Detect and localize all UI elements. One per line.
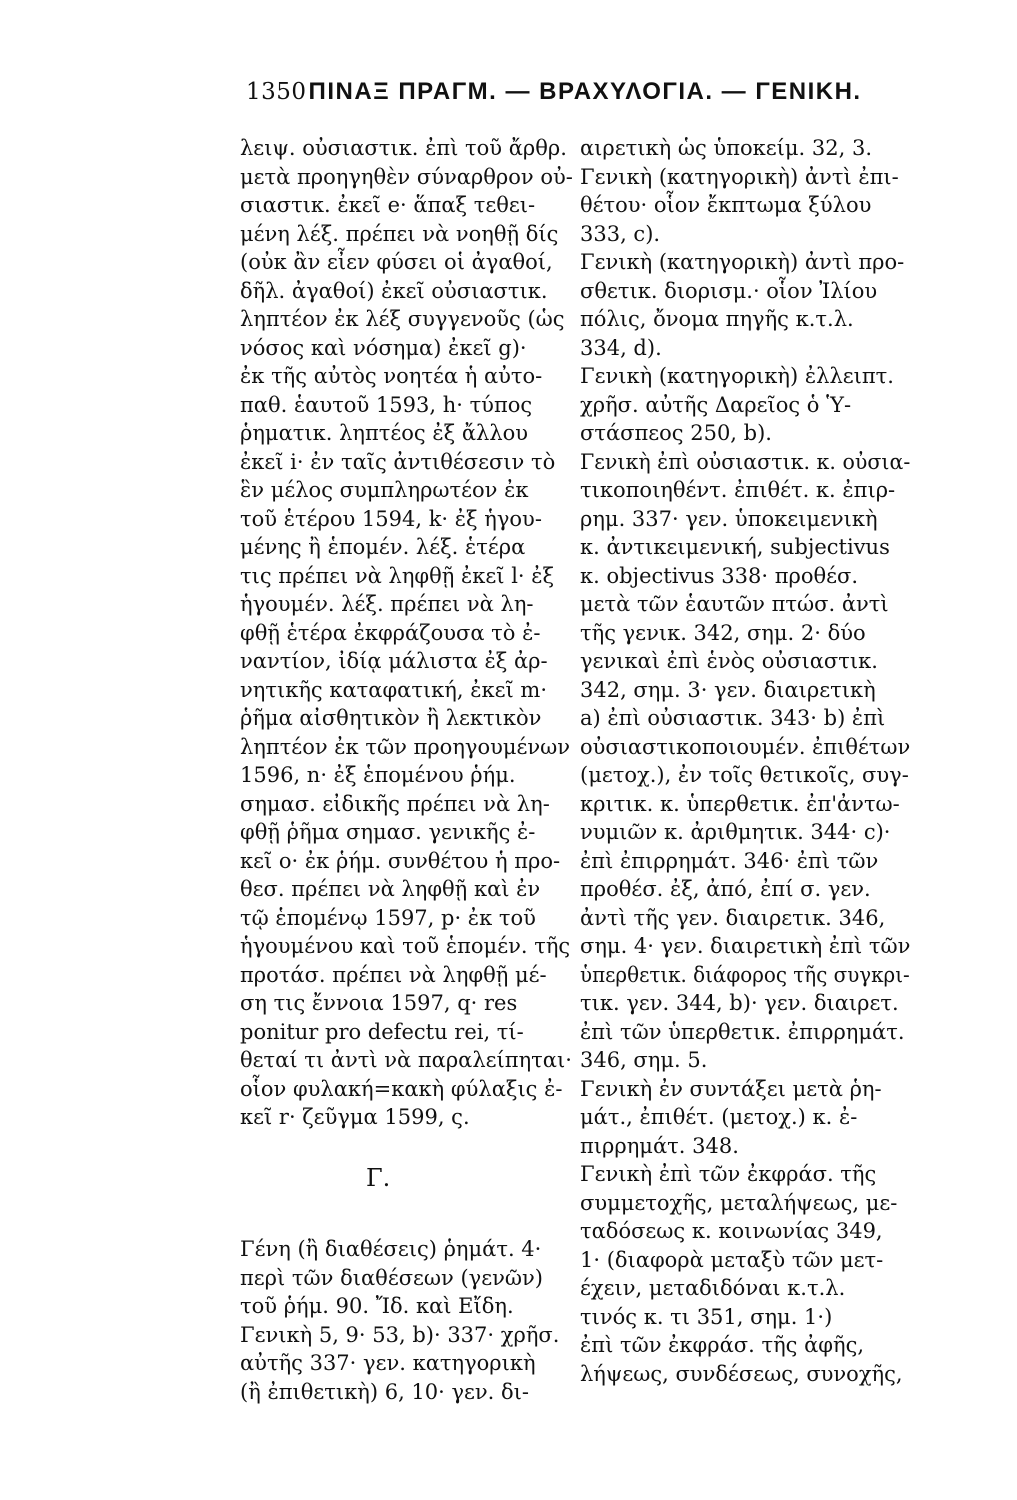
text-line: αὐτῆς 337· γεν. κατηγορικὴ — [240, 1351, 536, 1375]
text-line: σημασ. εἰδικῆς πρέπει νὰ λη- — [240, 791, 550, 816]
text-line: παθ. ἑαυτοῦ 1593, h· τύπος — [240, 392, 533, 417]
text-line: μετὰ προηγηθὲν σύναρθρον οὐ- — [240, 164, 573, 189]
text-line: ἐκεῖ i· ἐν ταῖς ἀντιθέσεσιν τὸ — [240, 449, 556, 474]
text-line: λειψ. οὐσιαστικ. ἐπὶ τοῦ ἄρθρ. — [240, 136, 567, 160]
text-line: κριτικ. κ. ὑπερθετικ. ἐπ'ἀντω- — [580, 791, 900, 816]
text-line: 1· (διαφορὰ μεταξὺ τῶν μετ- — [580, 1247, 884, 1272]
text-line: 1596, n· ἐξ ἑπομένου ῥήμ. — [240, 763, 516, 787]
left-column — [240, 134, 580, 1132]
text-line: νητικῆς καταφατική, ἐκεῖ m· — [240, 677, 548, 702]
section-letter: Γ. — [366, 1164, 391, 1192]
text-line: κεῖ o· ἐκ ῥήμ. συνθέτου ἡ προ- — [240, 848, 561, 873]
text-line: πόλις, ὄνομα πηγῆς κ.τ.λ. — [580, 307, 854, 331]
text-line: τικ. γεν. 344, b)· γεν. διαιρετ. — [580, 991, 899, 1015]
text-line: ἓν μέλος συμπληρωτέον ἐκ — [240, 478, 529, 502]
text-line: κ. objectivus 338· προθέσ. — [580, 563, 859, 588]
page-header — [246, 78, 886, 118]
text-line: περὶ τῶν διαθέσεων (γενῶν) — [240, 1265, 543, 1290]
text-line: τικοποιηθέντ. ἐπιθέτ. κ. ἐπιρ- — [580, 478, 896, 502]
text-line: χρῆσ. αὐτῆς Δαρεῖος ὁ Ὑ- — [580, 392, 852, 417]
text-line: κ. ἀντικειμενική, subjectivus — [580, 535, 890, 559]
text-line: Γενικὴ ἐν συντάξει μετὰ ῥη- — [580, 1076, 882, 1101]
left-column-continued — [240, 1235, 580, 1406]
text-line: δῆλ. ἀγαθοί) ἐκεῖ οὐσιαστικ. — [240, 278, 548, 303]
text-line: γενικαὶ ἐπὶ ἑνὸς οὐσιαστικ. — [580, 649, 878, 673]
text-line: ἡγουμέν. λέξ. πρέπει νὰ λη- — [240, 592, 534, 616]
running-title: ΠΙΝΑΞ ΠΡΑΓΜ. — ΒΡΑΧΥΛΟΓΙΑ. — ΓΕΝΙΚΗ. — [308, 78, 862, 105]
text-line: συμμετοχῆς, μεταλήψεως, με- — [580, 1190, 898, 1215]
text-line: θεταί τι ἀντὶ νὰ παραλείπηται· — [240, 1048, 572, 1072]
text-line: ληπτέον ἐκ τῶν προηγουμένων — [240, 734, 571, 759]
text-line: τις πρέπει νὰ ληφθῇ ἐκεῖ l· ἐξ — [240, 563, 555, 588]
text-line: Γενικὴ (κατηγορικὴ) ἀντὶ προ- — [580, 250, 905, 274]
text-line: Γενικὴ 5, 9· 53, b)· 337· χρῆσ. — [240, 1322, 560, 1347]
text-line: αιρετικὴ ὡς ὑποκείμ. 32, 3. — [580, 136, 872, 160]
text-line: θέτου· οἷον ἔκπτωμα ξύλου — [580, 193, 872, 217]
text-line: ἡγουμένου καὶ τοῦ ἑπομέν. τῆς — [240, 934, 571, 958]
text-line: ναντίον, ἰδίᾳ μάλιστα ἐξ ἀρ- — [240, 649, 548, 673]
text-line: ληπτέον ἐκ λέξ συγγενοῦς (ὡς — [240, 307, 565, 331]
page-number: 1350 — [246, 79, 307, 105]
text-line: προτάσ. πρέπει νὰ ληφθῇ μέ- — [240, 962, 547, 987]
text-line: προθέσ. ἐξ, ἀπό, ἐπί σ. γεν. — [580, 877, 871, 901]
text-line: ταδόσεως κ. κοινωνίας 349, — [580, 1219, 883, 1243]
text-line: κεῖ r· ζεῦγμα 1599, ς. — [240, 1105, 470, 1129]
text-line: σθετικ. διορισμ.· οἷον Ἰλίου — [580, 278, 878, 303]
text-line: νόσος καὶ νόσημα) ἐκεῖ g)· — [240, 335, 527, 360]
text-line: λήψεως, συνδέσεως, συνοχῆς, — [580, 1361, 903, 1386]
text-line: ἐπὶ τῶν ὑπερθετικ. ἐπιρρημάτ. — [580, 1019, 905, 1044]
text-line: ρημ. 337· γεν. ὑποκειμενικὴ — [580, 506, 878, 531]
text-line: σημ. 4· γεν. διαιρετικὴ ἐπὶ τῶν — [580, 934, 911, 958]
text-line: 333, c). — [580, 221, 661, 246]
text-line: μετὰ τῶν ἑαυτῶν πτώσ. ἀντὶ — [580, 592, 889, 616]
text-line: οὐσιαστικοποιουμέν. ἐπιθέτων — [580, 734, 911, 759]
text-line: φθῇ ῥῆμα σημασ. γενικῆς ἐ- — [240, 820, 536, 844]
text-line: a) ἐπὶ οὐσιαστικ. 343· b) ἐπὶ — [580, 706, 886, 730]
text-line: ῥῆμα αἰσθητικὸν ἢ λεκτικὸν — [240, 706, 542, 730]
text-line: Γενικὴ ἐπὶ τῶν ἐκφράσ. τῆς — [580, 1162, 877, 1186]
text-line: τινός κ. τι 351, σημ. 1·) — [580, 1304, 833, 1329]
text-line: τῆς γενικ. 342, σημ. 2· δύο — [580, 620, 866, 645]
text-line: μένης ἢ ἑπομέν. λέξ. ἑτέρα — [240, 535, 526, 559]
text-line: πιρρημάτ. 348. — [580, 1133, 739, 1158]
text-line: ponitur pro defectu rei, τί- — [240, 1019, 524, 1044]
text-line: (οὐκ ἂν εἶεν φύσει οἱ ἀγαθοί, — [240, 250, 553, 274]
text-line: φθῇ ἑτέρα ἐκφράζουσα τὸ ἐ- — [240, 620, 541, 645]
text-line: Γενικὴ ἐπὶ οὐσιαστικ. κ. οὐσια- — [580, 449, 911, 474]
text-line: ση τις ἔννοια 1597, q· res — [240, 991, 518, 1015]
text-line: Γενικὴ (κατηγορικὴ) ἐλλειπτ. — [580, 364, 894, 388]
text-line: ἐπὶ τῶν ἐκφράσ. τῆς ἀφῆς, — [580, 1333, 865, 1357]
text-line: νυμιῶν κ. ἀριθμητικ. 344· c)· — [580, 820, 891, 844]
text-line: (μετοχ.), ἐν τοῖς θετικοῖς, συγ- — [580, 763, 909, 787]
text-line: μένη λέξ. πρέπει νὰ νοηθῇ δίς — [240, 221, 559, 246]
text-line: έχειν, μεταδιδόναι κ.τ.λ. — [580, 1276, 846, 1300]
text-line: σιαστικ. ἐκεῖ e· ἅπαξ τεθει- — [240, 193, 536, 217]
text-line: τοῦ ἑτέρου 1594, k· ἐξ ἡγου- — [240, 506, 542, 531]
text-line: θεσ. πρέπει νὰ ληφθῇ καὶ ἐν — [240, 877, 541, 901]
text-line: οἷον φυλακή=κακὴ φύλαξις ἐ- — [240, 1076, 563, 1101]
text-line: ῥηματικ. ληπτέος ἐξ ἄλλου — [240, 421, 529, 445]
text-line: Γένη (ἢ διαθέσεις) ῥημάτ. 4· — [240, 1237, 542, 1261]
text-line: ἐπὶ ἐπιρρημάτ. 346· ἐπὶ τῶν — [580, 848, 879, 873]
text-line: ἐκ τῆς αὐτὸς νοητέα ἡ αὐτο- — [240, 364, 543, 388]
text-line: 342, σημ. 3· γεν. διαιρετικὴ — [580, 677, 876, 702]
text-line: ἀντὶ τῆς γεν. διαιρετικ. 346, — [580, 905, 886, 930]
text-line: ὑπερθετικ. διάφορος τῆς συγκρι- — [580, 962, 910, 987]
text-line: 346, σημ. 5. — [580, 1048, 708, 1072]
text-line: στάσπεος 250, b). — [580, 421, 772, 445]
right-column — [580, 134, 910, 1388]
text-line: τῷ ἑπομένῳ 1597, p· ἐκ τοῦ — [240, 905, 536, 930]
text-line: μάτ., ἐπιθέτ. (μετοχ.) κ. ἐ- — [580, 1105, 858, 1129]
text-line: (ἢ ἐπιθετικὴ) 6, 10· γεν. δι- — [240, 1379, 530, 1404]
text-line: τοῦ ῥήμ. 90. Ἴδ. καὶ Εἴδη. — [240, 1294, 514, 1318]
text-line: Γενικὴ (κατηγορικὴ) ἀντὶ ἐπι- — [580, 164, 899, 189]
text-line: 334, d). — [580, 335, 662, 360]
